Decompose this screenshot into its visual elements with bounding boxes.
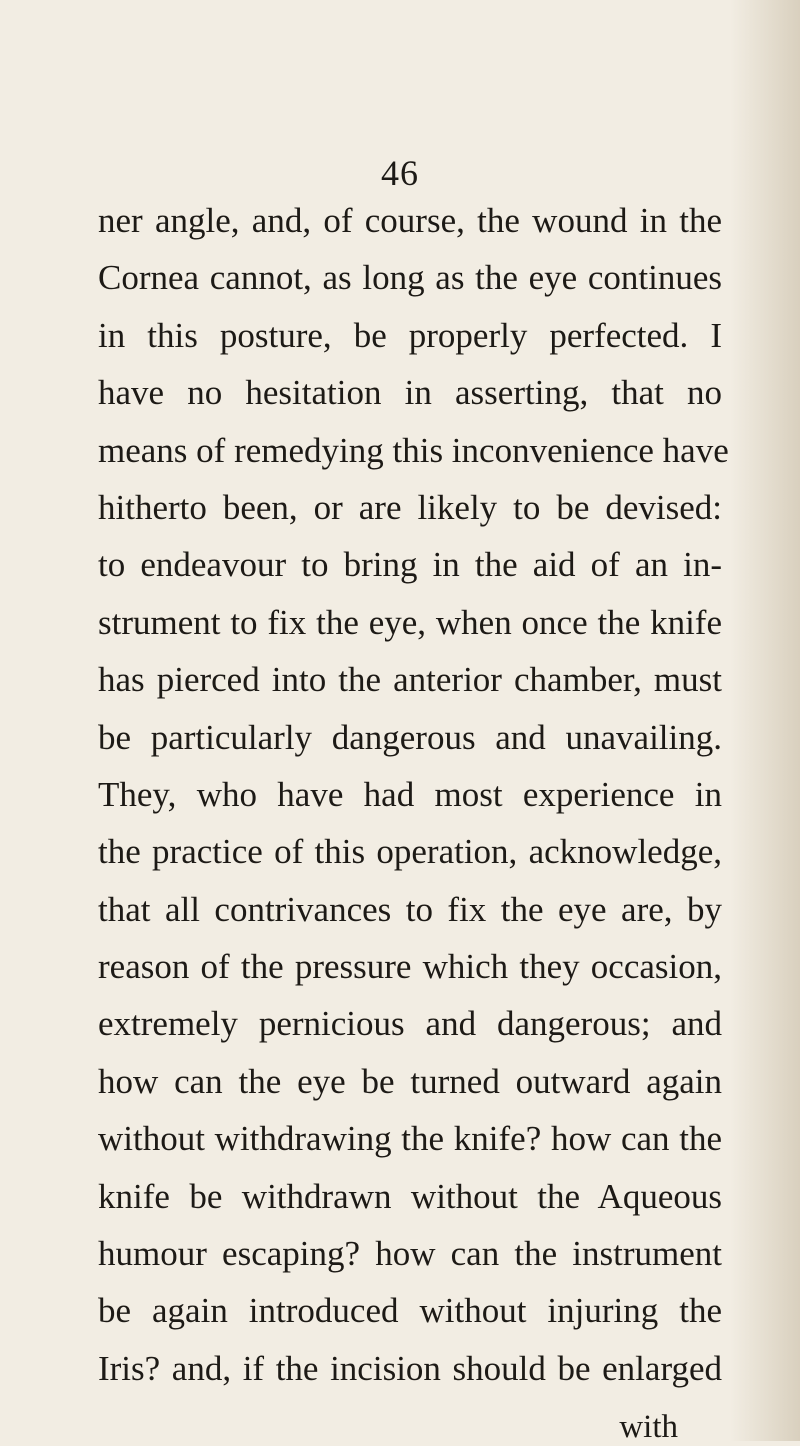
text-line: how can the eye be turned outward again xyxy=(98,1061,722,1101)
text-line: without withdrawing the knife? how can the xyxy=(98,1119,722,1159)
text-line: strument to fix the eye, when once the knife xyxy=(98,602,722,642)
text-line: means of remedying this inconvenience have xyxy=(98,430,729,470)
text-line: Cornea cannot, as long as the eye continues xyxy=(98,258,722,298)
text-line: They, who have had most experience in xyxy=(98,774,722,814)
text-line: hitherto been, or are likely to be devised: xyxy=(98,487,722,527)
text-line: has pierced into the anterior chamber, must xyxy=(98,660,722,700)
text-line: in this posture, be properly perfected. I xyxy=(98,315,722,355)
text-line: have no hesitation in asserting, that no xyxy=(98,373,722,413)
text-line: knife be withdrawn without the Aqueous xyxy=(98,1176,722,1216)
page-edge-shadow xyxy=(730,0,800,1441)
text-line: reason of the pressure which they occasion, xyxy=(98,947,722,987)
text-line: to endeavour to bring in the aid of an in- xyxy=(98,545,722,585)
body-text xyxy=(98,192,729,1397)
text-line: be again introduced without injuring the xyxy=(98,1291,722,1331)
text-line: ner angle, and, of course, the wound in the xyxy=(98,201,722,240)
text-line: the practice of this operation, acknowledge, xyxy=(98,832,722,872)
text-line: that all contrivances to fix the eye are, by xyxy=(98,889,722,929)
text-line: humour escaping? how can the instrument xyxy=(98,1234,722,1274)
catchword: with xyxy=(619,1409,678,1445)
text-line: extremely pernicious and dangerous; and xyxy=(98,1004,722,1044)
text-line: be particularly dangerous and unavailing. xyxy=(98,717,722,757)
text-line: Iris? and, if the incision should be enlarged xyxy=(98,1348,722,1388)
page-number: 46 xyxy=(381,153,419,193)
